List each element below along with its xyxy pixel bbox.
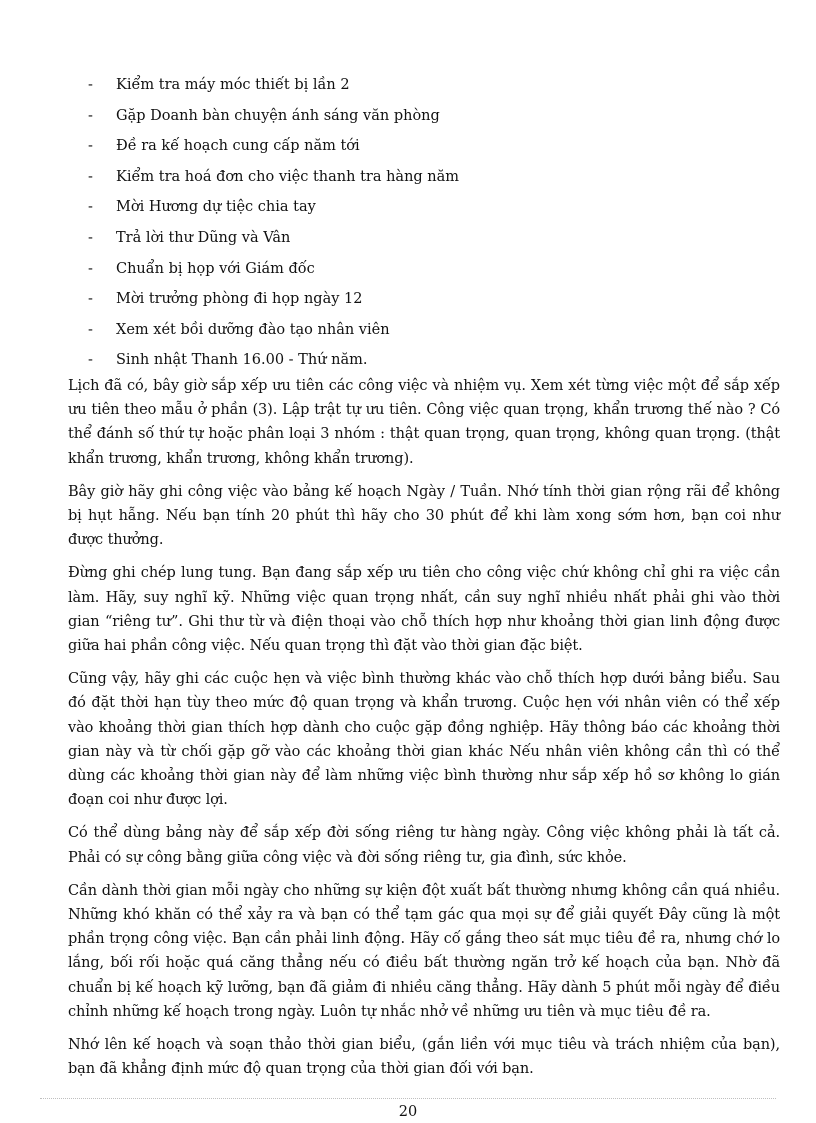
- paragraph: Nhớ lên kế hoạch và soạn thảo thời gian biểu, (gắn liền với mục tiêu và trách nhiệm của bạn), bạn đã khẳng định mức độ quan trọng của thời gian đối với bạn.: [68, 1037, 780, 1078]
- list-item: [88, 284, 778, 315]
- bullet-dash: -: [88, 352, 93, 369]
- body-text: [68, 374, 780, 1090]
- list-item: [88, 223, 778, 254]
- bullet-dash: -: [88, 138, 93, 155]
- bullet-dash: -: [88, 199, 93, 216]
- list-item: [88, 345, 778, 376]
- list-item: [88, 131, 778, 162]
- paragraph: Lịch đã có, bây giờ sắp xếp ưu tiên các công việc và nhiệm vụ. Xem xét từng việc một để sắp xếp ưu tiên theo mẫu ở phần (3). Lập trật tự ưu tiên. Công việc quan trọng, khẩn trương thế nào ? Có thể đánh số thứ tự hoặc phân loại 3 nhóm : thật quan trọng, quan trọng, không quan trọng. (thật khẩn trương, khẩn trương, không khẩn trương).: [68, 378, 780, 467]
- paragraph: Đừng ghi chép lung tung. Bạn đang sắp xếp ưu tiên cho công việc chứ không chỉ ghi ra việc cần làm. Hãy, suy nghĩ kỹ. Những việc quan trọng nhất, cần suy nghĩ nhiều nhất phải ghi vào thời gian “riêng tư”. Ghi thư từ và điện thoại vào chỗ thích hợp như khoảng thời gian linh động được giữa hai phần công việc. Nếu quan trọng thì đặt vào thời gian đặc biệt.: [68, 565, 780, 655]
- task-list: [88, 70, 778, 376]
- paragraph: Có thể dùng bảng này để sắp xếp đời sống riêng tư hàng ngày. Công việc không phải là tất cả. Phải có sự công bằng giữa công việc và đời sống riêng tư, gia đình, sức khỏe.: [68, 825, 780, 866]
- bullet-dash: -: [88, 291, 93, 308]
- page-number: 20: [398, 1104, 418, 1120]
- paragraph: Cần dành thời gian mỗi ngày cho những sự kiện đột xuất bất thường nhưng không cần quá nhiều. Những khó khăn có thể xảy ra và bạn có thể tạm gác qua mọi sự để giải quyết Đây cũng là một phần trọng công việc. Bạn cần phải linh động. Hãy cố gắng theo sát mục tiêu đề ra, nhưng chớ lo lắng, bối rối hoặc quá căng thẳng nếu có điều bất thường ngăn trở kế hoạch của bạn. Nhờ đã chuẩn bị kế hoạch kỹ lưỡng, bạn đã giảm đi nhiều căng thẳng. Hãy dành 5 phút mỗi ngày để điều chỉnh những kế hoạch trong ngày. Luôn tự nhắc nhở về những ưu tiên và mục tiêu đề ra.: [68, 882, 780, 1020]
- bullet-dash: -: [88, 229, 93, 246]
- list-item: [88, 192, 778, 223]
- bullet-dash: -: [88, 107, 93, 124]
- paragraph: Cũng vậy, hãy ghi các cuộc hẹn và việc bình thường khác vào chỗ thích hợp dưới bảng biểu. Sau đó đặt thời hạn tùy theo mức độ quan trọng và khẩn trương. Cuộc hẹn với nhân viên có thể xếp vào khoảng thời gian thích hợp dành cho cuộc gặp đồng nghiệp. Hãy thông báo các khoảng thời gian này và từ chối gặp gỡ vào các khoảng thời gian khác Nếu nhân viên không cần thì có thể dùng các khoảng thời gian này để làm những việc bình thường như sắp xếp hồ sơ không lo gián đoạn coi như được lợi.: [68, 671, 780, 809]
- list-item-text: Xem xét bồi dưỡng đào tạo nhân viên: [116, 321, 390, 338]
- bullet-dash: -: [88, 260, 93, 277]
- list-item-text: Đề ra kế hoạch cung cấp năm tới: [116, 138, 360, 155]
- list-item-text: Mời Hương dự tiệc chia tay: [116, 199, 316, 216]
- bullet-dash: -: [88, 321, 93, 338]
- list-item-text: Sinh nhật Thanh 16.00 - Thứ năm.: [116, 352, 368, 369]
- bullet-dash: -: [88, 77, 93, 93]
- list-item-text: Trả lời thư Dũng và Vân: [116, 229, 291, 246]
- list-item: [88, 70, 778, 101]
- footer-divider: [40, 1098, 776, 1099]
- list-item: [88, 315, 778, 346]
- list-item-text: Gặp Doanh bàn chuyện ánh sáng văn phòng: [116, 107, 440, 124]
- list-item-text: Chuẩn bị họp với Giám đốc: [116, 260, 315, 277]
- list-item-text: Mời trưởng phòng đi họp ngày 12: [116, 291, 363, 308]
- paragraph: Bây giờ hãy ghi công việc vào bảng kế hoạch Ngày / Tuần. Nhớ tính thời gian rộng rãi để không bị hụt hẫng. Nếu bạn tính 20 phút thì hãy cho 30 phút để khi làm xong sớm hơn, bạn coi như được thưởng.: [68, 483, 780, 549]
- list-item: [88, 254, 778, 285]
- list-item: [88, 162, 778, 193]
- list-item-text: Kiểm tra hoá đơn cho việc thanh tra hàng năm: [116, 168, 460, 185]
- list-item-text: Kiểm tra máy móc thiết bị lần 2: [116, 77, 350, 93]
- bullet-dash: -: [88, 168, 93, 185]
- list-item: [88, 101, 778, 132]
